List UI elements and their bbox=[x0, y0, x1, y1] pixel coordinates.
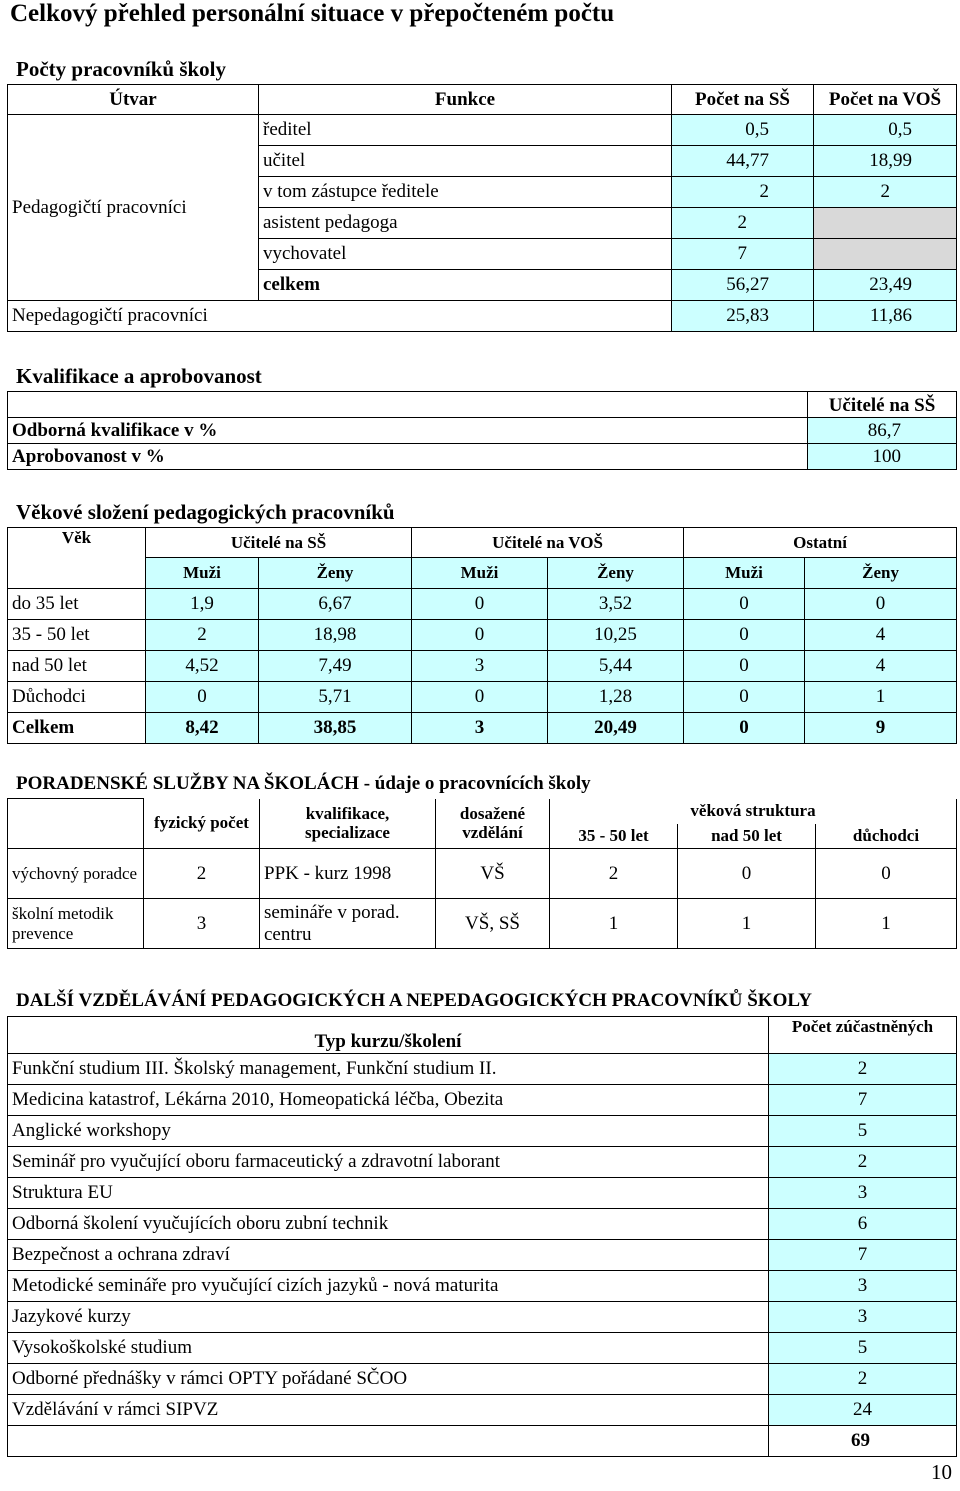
participant-count-cell: 3 bbox=[769, 1271, 957, 1302]
table-row bbox=[8, 651, 957, 682]
header-cell: Útvar bbox=[8, 85, 259, 115]
role-cell: výchovný poradce bbox=[8, 849, 144, 899]
total-cell: 69 bbox=[769, 1426, 957, 1457]
header-cell: kvalifikace, specializace bbox=[260, 799, 436, 849]
value-cell: 3 bbox=[412, 713, 548, 744]
value-cell: 0 bbox=[684, 651, 805, 682]
counseling-table bbox=[7, 798, 957, 949]
qualification-table bbox=[7, 391, 957, 470]
subheader-cell: Ženy bbox=[259, 558, 412, 589]
table-header-row bbox=[8, 528, 957, 558]
participant-count-cell: 6 bbox=[769, 1209, 957, 1240]
table-row bbox=[8, 1054, 957, 1085]
table-row-total bbox=[8, 1426, 957, 1457]
value-cell: 0,5 bbox=[814, 115, 957, 146]
table-row bbox=[8, 1302, 957, 1333]
row-label: 35 - 50 let bbox=[8, 620, 146, 651]
value-cell: 3 bbox=[412, 651, 548, 682]
value-cell: 23,49 bbox=[814, 270, 957, 301]
header-cell: dosažené vzdělání bbox=[436, 799, 550, 849]
row-label: nad 50 let bbox=[8, 651, 146, 682]
value-cell: 86,7 bbox=[808, 418, 957, 444]
table-row bbox=[8, 1209, 957, 1240]
value-cell: 38,85 bbox=[259, 713, 412, 744]
header-cell: Funkce bbox=[259, 85, 672, 115]
function-cell: ředitel bbox=[259, 115, 672, 146]
table-row bbox=[8, 1085, 957, 1116]
page-number: 10 bbox=[931, 1460, 952, 1484]
value-cell: 2 bbox=[144, 849, 260, 899]
value-cell: 0 bbox=[684, 682, 805, 713]
value-cell: 2 bbox=[146, 620, 259, 651]
function-cell: celkem bbox=[259, 270, 672, 301]
table-row bbox=[8, 115, 957, 146]
header-cell: fyzický počet bbox=[144, 799, 260, 849]
value-cell: 2 bbox=[550, 849, 678, 899]
table-row bbox=[8, 1147, 957, 1178]
subheader-cell: Muži bbox=[146, 558, 259, 589]
empty-cell bbox=[8, 1426, 769, 1457]
value-cell: 0 bbox=[412, 589, 548, 620]
value-cell: 0 bbox=[146, 682, 259, 713]
table-row bbox=[8, 1240, 957, 1271]
table-row bbox=[8, 1333, 957, 1364]
value-cell: 1 bbox=[805, 682, 957, 713]
course-type-cell: Bezpečnost a ochrana zdraví bbox=[8, 1240, 769, 1271]
course-type-cell: Medicina katastrof, Lékárna 2010, Homeopatická léčba, Obezita bbox=[8, 1085, 769, 1116]
participant-count-cell: 7 bbox=[769, 1085, 957, 1116]
value-cell: 0 bbox=[684, 713, 805, 744]
subheader-cell: 35 - 50 let bbox=[550, 824, 678, 849]
value-cell: VŠ, SŠ bbox=[436, 899, 550, 949]
role-cell: školní metodik prevence bbox=[8, 899, 144, 949]
header-cell: Učitelé na VOŠ bbox=[412, 528, 684, 558]
value-cell: 4 bbox=[805, 651, 957, 682]
participant-count-cell: 5 bbox=[769, 1333, 957, 1364]
table-row bbox=[8, 589, 957, 620]
value-cell: semináře v porad. centru bbox=[260, 899, 436, 949]
value-cell: 0 bbox=[816, 849, 957, 899]
header-cell: Ostatní bbox=[684, 528, 957, 558]
table-subheader-row bbox=[8, 558, 957, 589]
value-cell: 0 bbox=[678, 849, 816, 899]
value-cell: 0 bbox=[805, 589, 957, 620]
section-title-staff-counts: Počty pracovníků školy bbox=[16, 57, 227, 81]
value-cell: 56,27 bbox=[672, 270, 814, 301]
header-cell: Počet zúčastněných bbox=[769, 1017, 957, 1054]
table-row bbox=[8, 1271, 957, 1302]
value-cell: 4 bbox=[805, 620, 957, 651]
value-cell: 2 bbox=[672, 208, 814, 239]
course-type-cell: Seminář pro vyučující oboru farmaceutický a zdravotní laborant bbox=[8, 1147, 769, 1178]
table-row bbox=[8, 899, 957, 949]
section-title-age-structure: Věkové složení pedagogických pracovníků bbox=[16, 500, 395, 524]
table-header-row bbox=[8, 1017, 957, 1054]
value-cell: 2 bbox=[814, 177, 957, 208]
value-cell: 1 bbox=[816, 899, 957, 949]
value-cell: 5,44 bbox=[548, 651, 684, 682]
value-cell: 9 bbox=[805, 713, 957, 744]
value-cell: 1,9 bbox=[146, 589, 259, 620]
participant-count-cell: 2 bbox=[769, 1054, 957, 1085]
function-cell: asistent pedagoga bbox=[259, 208, 672, 239]
course-type-cell: Struktura EU bbox=[8, 1178, 769, 1209]
value-cell: 3 bbox=[144, 899, 260, 949]
table-row bbox=[8, 301, 957, 332]
value-cell: 11,86 bbox=[814, 301, 957, 332]
table-row bbox=[8, 1395, 957, 1426]
header-cell: Učitelé na SŠ bbox=[146, 528, 412, 558]
staff-counts-table bbox=[7, 84, 957, 332]
value-cell: 0 bbox=[684, 620, 805, 651]
value-cell: 2 bbox=[672, 177, 814, 208]
participant-count-cell: 2 bbox=[769, 1364, 957, 1395]
header-cell: Počet na SŠ bbox=[672, 85, 814, 115]
value-cell: 1,28 bbox=[548, 682, 684, 713]
course-type-cell: Vysokoškolské studium bbox=[8, 1333, 769, 1364]
table-header-row bbox=[8, 392, 957, 418]
row-label: Celkem bbox=[8, 713, 146, 744]
section-title-qualification: Kvalifikace a aprobovanost bbox=[16, 364, 262, 388]
table-row bbox=[8, 1178, 957, 1209]
course-type-cell: Odborná školení vyučujících oboru zubní technik bbox=[8, 1209, 769, 1240]
empty-cell bbox=[8, 392, 808, 418]
value-cell: 25,83 bbox=[672, 301, 814, 332]
empty-cell bbox=[814, 208, 957, 239]
value-cell: 7 bbox=[672, 239, 814, 270]
value-cell: 7,49 bbox=[259, 651, 412, 682]
subheader-cell: Ženy bbox=[805, 558, 957, 589]
value-cell: 3,52 bbox=[548, 589, 684, 620]
empty-cell bbox=[814, 239, 957, 270]
group-label-nonpedagogical: Nepedagogičtí pracovníci bbox=[8, 301, 672, 332]
participant-count-cell: 24 bbox=[769, 1395, 957, 1426]
section-title-training: DALŠÍ VZDĚLÁVÁNÍ PEDAGOGICKÝCH A NEPEDAGOGICKÝCH PRACOVNÍKŮ ŠKOLY bbox=[16, 990, 812, 1011]
table-row bbox=[8, 620, 957, 651]
header-cell: Počet na VOŠ bbox=[814, 85, 957, 115]
value-cell: 5,71 bbox=[259, 682, 412, 713]
value-cell: 0 bbox=[684, 589, 805, 620]
row-label: Důchodci bbox=[8, 682, 146, 713]
header-cell: Věk bbox=[8, 528, 146, 558]
subheader-cell: nad 50 let bbox=[678, 824, 816, 849]
course-type-cell: Jazykové kurzy bbox=[8, 1302, 769, 1333]
value-cell: 1 bbox=[550, 899, 678, 949]
table-header-row bbox=[8, 799, 957, 824]
participant-count-cell: 5 bbox=[769, 1116, 957, 1147]
table-row bbox=[8, 682, 957, 713]
training-table bbox=[7, 1016, 957, 1457]
group-label-pedagogical: Pedagogičtí pracovníci bbox=[8, 115, 259, 301]
age-structure-table bbox=[7, 527, 957, 744]
value-cell: 8,42 bbox=[146, 713, 259, 744]
value-cell: PPK - kurz 1998 bbox=[260, 849, 436, 899]
function-cell: v tom zástupce ředitele bbox=[259, 177, 672, 208]
empty-cell bbox=[8, 558, 146, 589]
function-cell: vychovatel bbox=[259, 239, 672, 270]
table-header-row bbox=[8, 85, 957, 115]
subheader-cell: Muži bbox=[412, 558, 548, 589]
participant-count-cell: 3 bbox=[769, 1302, 957, 1333]
table-row bbox=[8, 444, 957, 470]
course-type-cell: Funkční studium III. Školský management, Funkční studium II. bbox=[8, 1054, 769, 1085]
section-title-counseling: PORADENSKÉ SLUŽBY NA ŠKOLÁCH - údaje o pracovnících školy bbox=[16, 773, 591, 794]
course-type-cell: Anglické workshopy bbox=[8, 1116, 769, 1147]
table-row-total bbox=[8, 713, 957, 744]
value-cell: 0 bbox=[412, 620, 548, 651]
row-label: Aprobovanost v % bbox=[8, 444, 808, 470]
value-cell: 100 bbox=[808, 444, 957, 470]
table-row bbox=[8, 418, 957, 444]
value-cell: 0,5 bbox=[672, 115, 814, 146]
page-title: Celkový přehled personální situace v přepočteném počtu bbox=[10, 0, 615, 27]
row-label: do 35 let bbox=[8, 589, 146, 620]
value-cell: 44,77 bbox=[672, 146, 814, 177]
table-row bbox=[8, 1116, 957, 1147]
course-type-cell: Metodické semináře pro vyučující cizích jazyků - nová maturita bbox=[8, 1271, 769, 1302]
header-cell: Učitelé na SŠ bbox=[808, 392, 957, 418]
course-type-cell: Odborné přednášky v rámci OPTY pořádané SČOO bbox=[8, 1364, 769, 1395]
participant-count-cell: 2 bbox=[769, 1147, 957, 1178]
empty-cell bbox=[8, 799, 144, 849]
header-cell: Typ kurzu/školení bbox=[8, 1017, 769, 1054]
course-type-cell: Vzdělávání v rámci SIPVZ bbox=[8, 1395, 769, 1426]
value-cell: 20,49 bbox=[548, 713, 684, 744]
row-label: Odborná kvalifikace v % bbox=[8, 418, 808, 444]
value-cell: 18,98 bbox=[259, 620, 412, 651]
value-cell: 6,67 bbox=[259, 589, 412, 620]
value-cell: 10,25 bbox=[548, 620, 684, 651]
subheader-cell: Muži bbox=[684, 558, 805, 589]
value-cell: 18,99 bbox=[814, 146, 957, 177]
subheader-cell: Ženy bbox=[548, 558, 684, 589]
value-cell: 1 bbox=[678, 899, 816, 949]
participant-count-cell: 7 bbox=[769, 1240, 957, 1271]
subheader-cell: důchodci bbox=[816, 824, 957, 849]
value-cell: VŠ bbox=[436, 849, 550, 899]
header-cell: věková struktura bbox=[550, 799, 957, 824]
table-row bbox=[8, 1364, 957, 1395]
value-cell: 0 bbox=[412, 682, 548, 713]
participant-count-cell: 3 bbox=[769, 1178, 957, 1209]
value-cell: 4,52 bbox=[146, 651, 259, 682]
table-row bbox=[8, 849, 957, 899]
function-cell: učitel bbox=[259, 146, 672, 177]
